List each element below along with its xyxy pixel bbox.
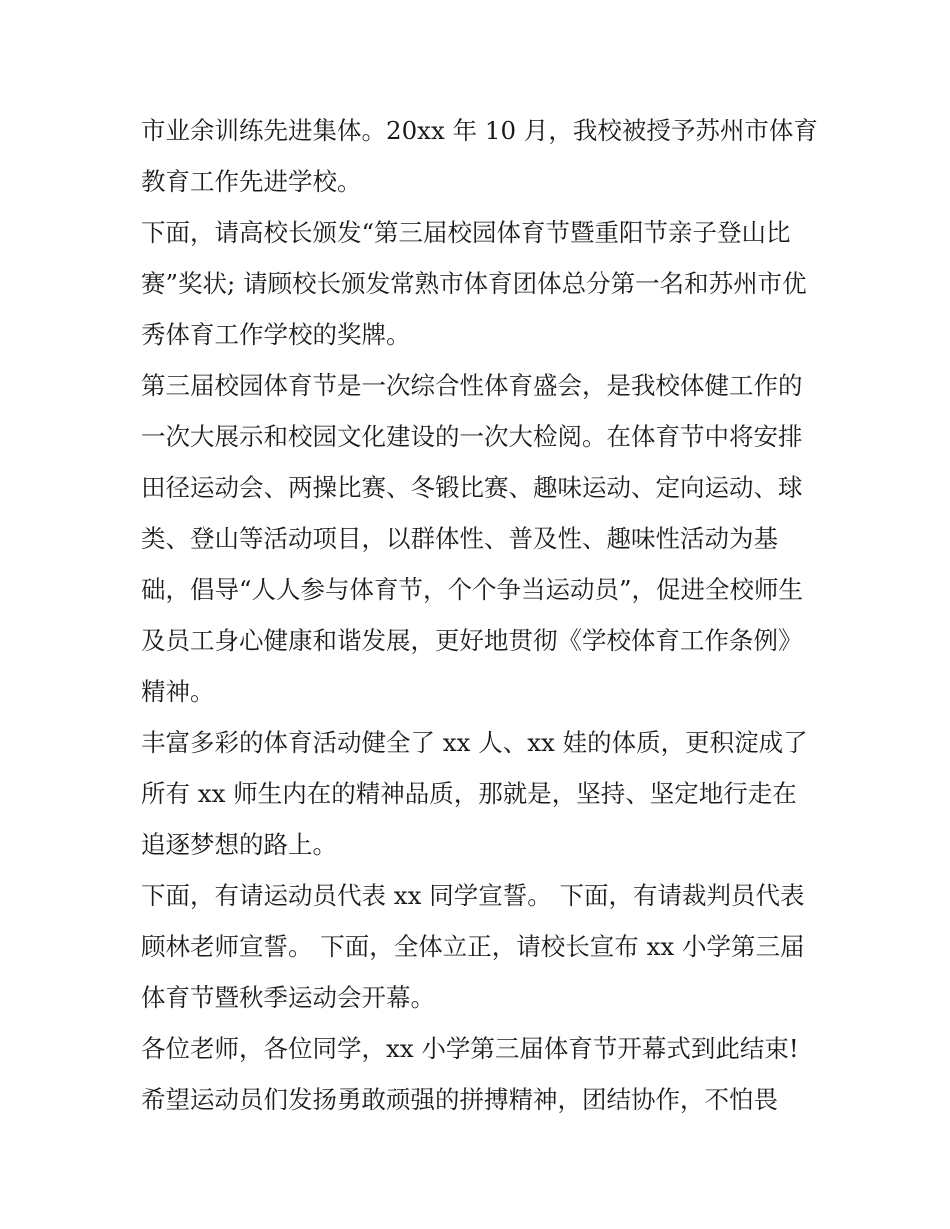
text-line: 精神。: [141, 677, 215, 706]
text-line: 体育节暨秋季运动会开幕。: [141, 983, 435, 1012]
text-line: 下面，请高校长颁发“第三届校园体育节暨重阳节亲子登山比: [141, 218, 791, 247]
text-line: 田径运动会、两操比赛、冬锻比赛、趣味运动、定向运动、球: [141, 473, 803, 502]
text-line: 赛”奖状; 请顾校长颁发常熟市体育团体总分第一名和苏州市优: [141, 269, 807, 298]
text-line: 追逐梦想的路上。: [141, 830, 337, 859]
text-line: 础，倡导“人人参与体育节，个个争当运动员”，促进全校师生: [141, 575, 804, 604]
text-line: 丰富多彩的体育活动健全了 xx 人、xx 娃的体质，更积淀成了: [141, 728, 808, 757]
text-line: 类、登山等活动项目，以群体性、普及性、趣味性活动为基: [141, 524, 778, 553]
text-line: 第三届校园体育节是一次综合性体育盛会，是我校体健工作的: [141, 371, 803, 400]
document-body: [141, 105, 821, 1125]
paragraph-1: [141, 105, 821, 207]
text-line: 教育工作先进学校。: [141, 167, 362, 196]
text-line: 及员工身心健康和谐发展，更好地贯彻《学校体育工作条例》: [141, 626, 803, 655]
text-line: 秀体育工作学校的奖牌。: [141, 320, 411, 349]
paragraph-2: [141, 207, 821, 360]
text-line: 下面，有请运动员代表 xx 同学宣誓。 下面，有请裁判员代表: [141, 881, 805, 910]
text-line: 各位老师，各位同学，xx 小学第三届体育节开幕式到此结束!: [141, 1034, 799, 1063]
paragraph-4: [141, 717, 821, 870]
paragraph-6: [141, 1023, 821, 1125]
paragraph-5: [141, 870, 821, 1023]
text-line: 所有 xx 师生内在的精神品质，那就是，坚持、坚定地行走在: [141, 779, 797, 808]
text-line: 市业余训练先进集体。20xx 年 10 月，我校被授予苏州市体育: [141, 116, 818, 145]
paragraph-3: [141, 360, 821, 717]
text-line: 顾林老师宣誓。 下面，全体立正，请校长宣布 xx 小学第三届: [141, 932, 805, 961]
text-line: 一次大展示和校园文化建设的一次大检阅。在体育节中将安排: [141, 422, 803, 451]
text-line: 希望运动员们发扬勇敢顽强的拼搏精神，团结协作，不怕畏: [141, 1085, 778, 1114]
